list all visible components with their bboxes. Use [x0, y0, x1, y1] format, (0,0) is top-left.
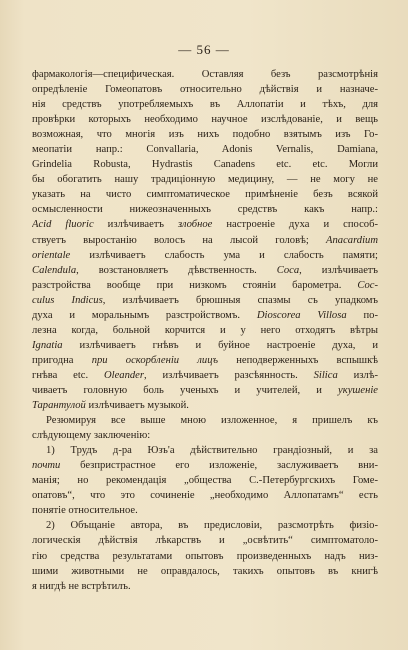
text-line: разстройства вообще при низкомъ стояніи барометра. Coc- — [32, 279, 378, 291]
text-line: нія средствъ употребляемыхъ въ Аллопатіи и тѣхъ, для — [32, 99, 378, 111]
italic-term: почти — [32, 460, 61, 472]
italic-term: orientale — [32, 249, 71, 261]
text-line: гнѣва etc. Oleander, излѣчиваетъ разсѣянность. Silica излѣ- — [32, 369, 378, 381]
italic-term: Coca — [276, 264, 300, 276]
italic-term: укушеніе — [338, 384, 378, 396]
text-line: 1) Трудъ д-ра Юзъ'а дѣйствительно грандіозный, и за — [46, 445, 378, 457]
text-line: Ignatia излѣчиваетъ гнѣвъ и буйное настроеніе духа, и — [32, 339, 378, 351]
text-line: духа и моральнымъ разстройствомъ. Dioscorea Villosa по- — [32, 309, 378, 321]
text-line: понятіе относительное. — [32, 505, 138, 517]
text-line: Резюмируя все выше мною изложенное, я пришелъ къ — [46, 415, 378, 427]
text-line: опредѣленіе Гомеопатовъ относительно дѣйствія и назначе- — [32, 84, 378, 96]
italic-term: Dioscorea Villosa — [256, 309, 347, 321]
text-line: чиваетъ головную боль ученыхъ и учителей, и укушеніе — [32, 384, 378, 396]
text-line: почти безпристрастное его изложеніе, заслуживаетъ вни- — [32, 460, 378, 472]
text-line: Acid fluoric излѣчиваетъ злобное настроеніе духа и способ- — [32, 219, 378, 231]
italic-term: Coc- — [357, 279, 378, 291]
text-line: возможная, что многія изъ нихъ подобно взятымъ изъ Го- — [32, 129, 378, 141]
text-line: опатовъ“, что это сочиненіе „необходимо Аллопатамъ“ есть — [32, 490, 378, 502]
text-line: Calendula, возстановляетъ дѣвственность. Coca, излѣчиваетъ — [32, 264, 378, 276]
italic-term: злобное — [177, 219, 213, 231]
italic-term: Тарантулой — [32, 400, 86, 412]
text-line: orientale излѣчиваетъ слабость ума и слабость памяти; — [32, 249, 378, 261]
italic-term: Acid fluoric — [32, 219, 94, 231]
body-text — [32, 67, 378, 594]
text-line: меопатіи напр.: Convallaria, Adonis Vernalis, Damiana, — [32, 144, 378, 156]
text-line: слѣдующему заключенію: — [32, 430, 151, 442]
text-line: пригодна при оскорбленіи лицъ неподверженныхъ вспышкѣ — [32, 354, 378, 366]
text-line: шими животными не оправдалось, такихъ опытовъ въ книгѣ — [32, 565, 378, 577]
italic-term: Ignatia — [32, 339, 63, 351]
text-line: фармакологія—специфическая. Оставляя безъ разсмотрѣнія — [32, 69, 378, 80]
italic-term: Oleander — [103, 369, 144, 381]
text-line: бы обогатить нашу традиціонную медицину, — не могу не — [32, 174, 378, 186]
text-line: провѣрки которыхъ необходимо научное изслѣдованіе, и вещь — [32, 114, 378, 126]
italic-term: Anacardium — [326, 234, 378, 246]
italic-term: culus Indicus — [32, 294, 103, 306]
text-line: culus Indicus, излѣчиваетъ брюшныя спазмы съ упадкомъ — [32, 294, 378, 306]
text-line: я нигдѣ не встрѣтилъ. — [32, 580, 131, 592]
text-line: 2) Объщаніе автора, въ предисловіи, разсмотрѣть физіо- — [46, 520, 378, 532]
text-line: логическія дѣйствія лѣкарствъ и „освѣтить“ симптоматоло- — [32, 535, 378, 547]
text-line: Тарантулой излѣчиваетъ музыкой. — [32, 400, 189, 412]
text-line: лезна когда, больной корчится и у него отходятъ вѣтры — [32, 324, 378, 336]
text-line: Grindelia Robusta, Hydrastis Canadens etc. etc. Могли — [32, 159, 378, 171]
text-line: манія; но рекомендація „общества С.-Петербургскихъ Гоме- — [32, 475, 378, 487]
italic-term: Silica — [313, 369, 338, 381]
text-line: ствуетъ выростанію волосъ на лысой головѣ; Anacardium — [32, 234, 378, 246]
text-line: осмысленности нижеозначенныхъ средствъ какъ напр.: — [32, 204, 378, 216]
text-line: указать на чисто симптоматическое примѣненіе безъ всякой — [32, 189, 378, 201]
page-number: — 56 — — [178, 42, 230, 57]
text-line: гію средства результатами опытовъ произведенныхъ надъ низ- — [32, 550, 378, 562]
italic-term: Calendula — [32, 264, 77, 276]
italic-term: при оскорбленіи лицъ — [91, 354, 219, 366]
